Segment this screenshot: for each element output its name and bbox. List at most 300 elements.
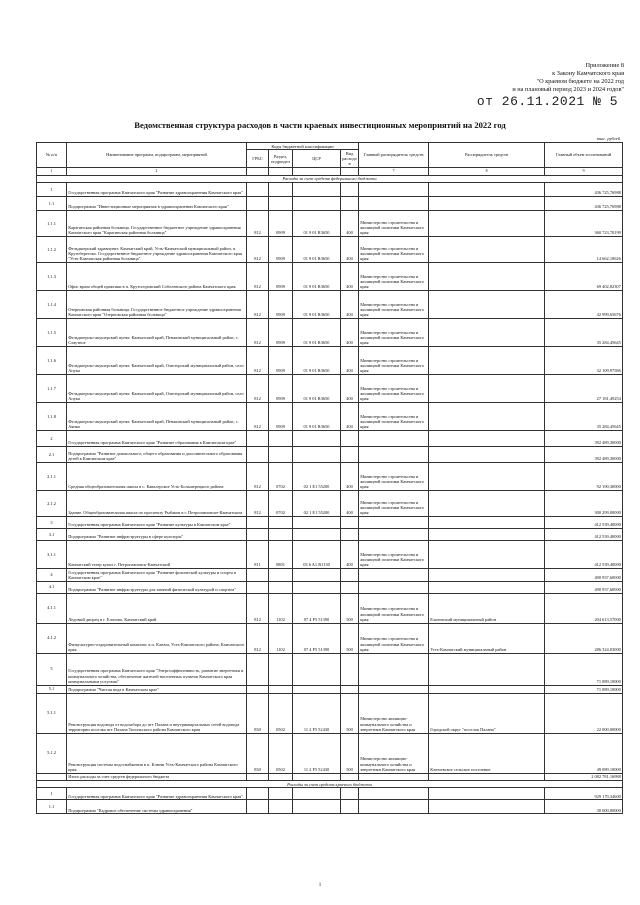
row-csr — [293, 568, 341, 581]
table-row — [37, 540, 623, 568]
table-row — [37, 236, 623, 262]
row-num: 1 — [37, 182, 67, 196]
row-name: Средняя общеобразовательная школа в с. Кавалерское Усть-Большерецкого района — [67, 462, 247, 490]
row-vr — [341, 568, 359, 581]
row-total: 71 089,10000 — [545, 653, 623, 685]
row-vr — [341, 773, 359, 780]
row-admin: Министерство строительства и жилищной политики Камчатского края — [359, 346, 429, 374]
row-csr: 02 1 E1 55200 — [293, 490, 341, 516]
table-row — [37, 623, 623, 653]
table-row — [37, 593, 623, 623]
row-admin — [359, 800, 429, 814]
row-total: 69 402,82307 — [545, 262, 623, 290]
row-admin — [359, 773, 429, 780]
row-grbs: 830 — [247, 693, 269, 733]
row-admin — [359, 196, 429, 210]
table-row — [37, 773, 623, 780]
row-vr: 400 — [341, 236, 359, 262]
row-num: 4 — [37, 568, 67, 581]
row-grbs — [247, 528, 269, 540]
header-grbs: ГРБС — [247, 150, 269, 168]
row-csr: 07 4 P5 51390 — [293, 623, 341, 653]
row-csr — [293, 773, 341, 780]
row-total: 35 284,45645 — [545, 402, 623, 430]
row-admin: Министерство жилищно-коммунального хозяйства и энергетики Камчатского края — [359, 733, 429, 773]
row-razdel: 0909 — [269, 236, 293, 262]
row-vr: 400 — [341, 210, 359, 236]
row-grbs: 812 — [247, 402, 269, 430]
row-vr — [341, 446, 359, 462]
row-num: 1.1 — [37, 196, 67, 210]
row-razdel — [269, 430, 293, 446]
row-num: 1.1.8 — [37, 402, 67, 430]
row-grbs — [247, 516, 269, 528]
row-razdel — [269, 788, 293, 800]
row-name: Фельдшерско-акушерский пункт. Камчатский край, Олюторский муниципальный район, село Апука — [67, 346, 247, 374]
index-cell: 7 — [359, 168, 429, 175]
row-num: 1.1.1 — [37, 210, 67, 236]
row-razdel — [269, 773, 293, 780]
header-razdel: Раздел, подраздел — [269, 150, 293, 168]
row-total: 436 725,76988 — [545, 196, 623, 210]
row-csr: 01 9 01 R3650 — [293, 262, 341, 290]
row-admin: Министерство жилищно-коммунального хозяйства и энергетики Камчатского края — [359, 693, 429, 733]
table-row — [37, 290, 623, 318]
section-row — [37, 175, 623, 182]
row-num: 3.1.1 — [37, 540, 67, 568]
row-admin — [359, 788, 429, 800]
row-name: Карагинская районная больница. Государственное бюджетное учреждение здравоохранения Камчатского края "Карагинская районная больница" — [67, 210, 247, 236]
row-total: 392 489,30000 — [545, 430, 623, 446]
row-admin: Министерство строительства и жилищной политики Камчатского края — [359, 593, 429, 623]
row-recipient: Городской округ "поселок Палана" — [429, 693, 545, 733]
table-row — [37, 800, 623, 814]
document-title: Ведомственная структура расходов в части краевых инвестиционных мероприятий на 2022 год — [134, 120, 506, 130]
row-grbs — [247, 446, 269, 462]
row-name: Офис врача общей практики в п. Крутогоровский Соболевского района Камчатского края — [67, 262, 247, 290]
row-razdel — [269, 446, 293, 462]
section-row — [37, 780, 623, 787]
row-name: Подпрограмма "Развитие инфраструктуры в сфере культуры" — [67, 528, 247, 540]
row-grbs: 812 — [247, 623, 269, 653]
header-name: Наименование программ, подпрограмм, мероприятий — [67, 143, 247, 168]
appendix-line: "О краевом бюджете на 2022 год — [536, 78, 624, 85]
row-recipient: Ключевское сельское поселение — [429, 733, 545, 773]
row-razdel: 0909 — [269, 262, 293, 290]
row-name: Реконструкция водовода от водозабора до пгт Палана и внутриквартальных сетей водовода территории поселка пгт Палана Тигильского района Камчатского края — [67, 693, 247, 733]
row-name: Камчатский театр кукол г. Петропавловск-Камчатский — [67, 540, 247, 568]
row-recipient: Усть-Камчатский муниципальный район — [429, 623, 545, 653]
row-grbs: 812 — [247, 210, 269, 236]
appendix-line: и на плановый период 2023 и 2024 годов" — [512, 86, 624, 93]
row-csr: 07 4 P5 51390 — [293, 593, 341, 623]
row-razdel: 0502 — [269, 733, 293, 773]
budget-table — [36, 142, 623, 814]
row-num: 5.1.2 — [37, 733, 67, 773]
row-recipient — [429, 402, 545, 430]
row-num: 1.1.3 — [37, 262, 67, 290]
row-admin: Министерство строительства и жилищной политики Камчатского края — [359, 236, 429, 262]
row-admin — [359, 516, 429, 528]
row-total: 929 179,34600 — [545, 788, 623, 800]
section-title: Расходы за счет средств краевого бюджета — [37, 780, 623, 787]
row-name: Государственная программа Камчатского края "Развитие физической культуры и спорта в Камчатском крае" — [67, 568, 247, 581]
row-admin: Министерство строительства и жилищной политики Камчатского края — [359, 262, 429, 290]
row-razdel: 0909 — [269, 318, 293, 346]
table-body — [37, 168, 623, 814]
index-cell — [269, 168, 293, 175]
row-name: Ледовый дворец в г. Елизово, Камчатский край — [67, 593, 247, 623]
row-num: 5.1 — [37, 685, 67, 693]
table-row — [37, 581, 623, 593]
table-row — [37, 196, 623, 210]
row-total: 412 539,40000 — [545, 540, 623, 568]
row-num: 1.1.4 — [37, 290, 67, 318]
row-vr — [341, 528, 359, 540]
row-grbs: 812 — [247, 490, 269, 516]
row-total: 412 539,40000 — [545, 528, 623, 540]
row-vr: 400 — [341, 540, 359, 568]
row-vr: 400 — [341, 490, 359, 516]
row-num: 1 — [37, 788, 67, 800]
appendix-header — [394, 62, 624, 94]
row-razdel: 1102 — [269, 623, 293, 653]
row-num: 4.1.2 — [37, 623, 67, 653]
row-recipient — [429, 788, 545, 800]
row-admin: Министерство строительства и жилищной политики Камчатского края — [359, 462, 429, 490]
row-grbs — [247, 430, 269, 446]
row-csr — [293, 182, 341, 196]
row-grbs: 812 — [247, 318, 269, 346]
row-num: 1.1.5 — [37, 318, 67, 346]
row-grbs — [247, 788, 269, 800]
row-recipient — [429, 236, 545, 262]
row-csr — [293, 528, 341, 540]
row-recipient — [429, 462, 545, 490]
row-vr: 400 — [341, 374, 359, 402]
row-vr — [341, 196, 359, 210]
row-vr: 500 — [341, 623, 359, 653]
table-row — [37, 685, 623, 693]
row-razdel — [269, 800, 293, 814]
row-total: 42 999,65676 — [545, 290, 623, 318]
row-total: 360 723,70199 — [545, 210, 623, 236]
row-razdel — [269, 182, 293, 196]
row-razdel — [269, 516, 293, 528]
row-num: 1.1 — [37, 800, 67, 814]
row-razdel: 0909 — [269, 374, 293, 402]
table-row — [37, 462, 623, 490]
index-cell: 9 — [545, 168, 623, 175]
row-name: Государственная программа Камчатского края "Развитие образования в Камчатском крае" — [67, 430, 247, 446]
row-csr — [293, 581, 341, 593]
row-recipient — [429, 374, 545, 402]
row-recipient — [429, 516, 545, 528]
table-row — [37, 693, 623, 733]
row-csr: 01 9 01 R3650 — [293, 290, 341, 318]
row-name: Фельдшерско-акушерский пункт. Камчатский край, Пенжинский муниципальный район, с. Слаутное — [67, 318, 247, 346]
row-num: 2.1.2 — [37, 490, 67, 516]
row-num: 1.1.7 — [37, 374, 67, 402]
row-name: Фельдшерско-акушерский пункт. Камчатский край, Олюторский муниципальный район, село Апука — [67, 374, 247, 402]
row-name: Государственная программа Камчатского края "Энергоэффективность, развитие энергетики и коммунального хозяйства, обеспечение жителей населенных пунктов Камчатского края коммунальными услугами" — [67, 653, 247, 685]
row-vr — [341, 182, 359, 196]
row-num: 5 — [37, 653, 67, 685]
row-grbs: 812 — [247, 290, 269, 318]
row-name: Государственная программа Камчатского края "Развитие здравоохранения Камчатского края" — [67, 788, 247, 800]
row-recipient — [429, 568, 545, 581]
row-grbs: 812 — [247, 374, 269, 402]
row-recipient — [429, 196, 545, 210]
row-total: 490 937,60000 — [545, 581, 623, 593]
row-total: 92 190,30000 — [545, 462, 623, 490]
index-cell: 8 — [429, 168, 545, 175]
row-recipient — [429, 528, 545, 540]
row-csr: 01 9 01 R3650 — [293, 318, 341, 346]
row-recipient — [429, 318, 545, 346]
row-csr — [293, 516, 341, 528]
row-num: 2.1.1 — [37, 462, 67, 490]
row-total: 71 089,10000 — [545, 685, 623, 693]
row-recipient — [429, 182, 545, 196]
header-total: Главный объем ассигнований — [545, 143, 623, 168]
row-grbs — [247, 685, 269, 693]
row-razdel: 0702 — [269, 490, 293, 516]
header-vr: Вид расходов — [342, 150, 357, 167]
row-num: 2 — [37, 430, 67, 446]
row-recipient — [429, 210, 545, 236]
row-num: 4.1 — [37, 581, 67, 593]
table-row — [37, 733, 623, 773]
row-admin: Министерство строительства и жилищной политики Камчатского края — [359, 290, 429, 318]
row-total: 490 937,60000 — [545, 568, 623, 581]
row-grbs: 812 — [247, 593, 269, 623]
row-vr: 500 — [341, 593, 359, 623]
unit-label: тыс. рублей — [596, 136, 620, 141]
row-vr: 400 — [341, 462, 359, 490]
row-name: Подпрограмма "Инвестиционные мероприятия в здравоохранении Камчатского края" — [67, 196, 247, 210]
row-vr — [341, 788, 359, 800]
row-total: 286 324,03000 — [545, 623, 623, 653]
row-recipient — [429, 346, 545, 374]
row-csr: 03 6 A1 R1130 — [293, 540, 341, 568]
row-vr: 500 — [341, 733, 359, 773]
row-total: 204 613,57000 — [545, 593, 623, 623]
row-admin — [359, 446, 429, 462]
row-admin: Министерство строительства и жилищной политики Камчатского края — [359, 490, 429, 516]
row-csr: 11 2 F5 52430 — [293, 733, 341, 773]
row-num: 2.1 — [37, 446, 67, 462]
row-csr — [293, 788, 341, 800]
row-total: 27 181,49254 — [545, 374, 623, 402]
table-row — [37, 568, 623, 581]
row-recipient — [429, 430, 545, 446]
row-csr: 01 9 01 R3650 — [293, 236, 341, 262]
row-recipient — [429, 685, 545, 693]
row-total: 49 089,10000 — [545, 733, 623, 773]
row-csr — [293, 685, 341, 693]
row-csr — [293, 800, 341, 814]
row-num — [37, 773, 67, 780]
row-admin: Министерство строительства и жилищной политики Камчатского края — [359, 210, 429, 236]
row-admin — [359, 685, 429, 693]
row-razdel — [269, 528, 293, 540]
row-name: Здание. Общеобразовательная школа по проспекту Рыбаков в г. Петропавловске-Камчатском — [67, 490, 247, 516]
row-razdel: 1102 — [269, 593, 293, 623]
header-num: № п/п — [37, 143, 67, 168]
row-vr: 500 — [341, 693, 359, 733]
row-razdel: 0909 — [269, 210, 293, 236]
row-recipient — [429, 290, 545, 318]
table-row — [37, 430, 623, 446]
row-razdel: 0909 — [269, 346, 293, 374]
row-admin: Министерство строительства и жилищной политики Камчатского края — [359, 374, 429, 402]
row-total: 2 082 781,16988 — [545, 773, 623, 780]
row-total: 30 000,00000 — [545, 800, 623, 814]
row-razdel: 0909 — [269, 290, 293, 318]
row-total: 22 000,00000 — [545, 693, 623, 733]
row-num: 3.1 — [37, 528, 67, 540]
row-recipient — [429, 490, 545, 516]
row-admin — [359, 528, 429, 540]
row-name: Подпрограмма "Развитие дошкольного, общего образования и дополнительного образования детей в Камчатском крае" — [67, 446, 247, 462]
row-grbs: 812 — [247, 346, 269, 374]
table-row — [37, 490, 623, 516]
row-total: 436 725,76988 — [545, 182, 623, 196]
header-recipient: Распорядитель средств — [429, 143, 545, 168]
index-cell — [341, 168, 359, 175]
row-admin: Министерство строительства и жилищной политики Камчатского края — [359, 540, 429, 568]
row-razdel — [269, 653, 293, 685]
row-razdel: 0801 — [269, 540, 293, 568]
appendix-line: к Закону Камчатского края — [552, 70, 624, 77]
row-num: 4.1.1 — [37, 593, 67, 623]
row-total: 300 299,00000 — [545, 490, 623, 516]
row-vr — [341, 516, 359, 528]
row-recipient: Елизовский муниципальный район — [429, 593, 545, 623]
row-vr — [341, 800, 359, 814]
row-grbs — [247, 182, 269, 196]
table-row — [37, 318, 623, 346]
row-recipient — [429, 262, 545, 290]
row-admin — [359, 430, 429, 446]
row-name: Подпрограмма "Развитие инфраструктуры для занятий физической культурой и спортом" — [67, 581, 247, 593]
row-razdel — [269, 685, 293, 693]
row-vr — [341, 581, 359, 593]
row-grbs — [247, 581, 269, 593]
row-name: Подпрограмма "Чистая вода в Камчатском крае" — [67, 685, 247, 693]
table-row — [37, 528, 623, 540]
row-vr: 400 — [341, 402, 359, 430]
row-total: 14 662,10626 — [545, 236, 623, 262]
row-grbs: 811 — [247, 540, 269, 568]
row-name: Физкультурно-оздоровительный комплекс в п. Ключи, Усть-Камчатского района, Камчатского края — [67, 623, 247, 653]
appendix-line: Приложение 8 — [585, 62, 624, 69]
row-grbs — [247, 773, 269, 780]
row-admin — [359, 581, 429, 593]
index-cell: 2 — [67, 168, 247, 175]
row-grbs — [247, 653, 269, 685]
row-name: Подпрограмма "Кадровое обеспечение системы здравоохранения" — [67, 800, 247, 814]
row-grbs: 812 — [247, 236, 269, 262]
row-csr: 02 1 E1 55200 — [293, 462, 341, 490]
row-admin: Министерство строительства и жилищной политики Камчатского края — [359, 623, 429, 653]
table-row — [37, 788, 623, 800]
row-razdel — [269, 568, 293, 581]
row-grbs — [247, 196, 269, 210]
row-admin — [359, 568, 429, 581]
row-admin: Министерство строительства и жилищной политики Камчатского края — [359, 402, 429, 430]
row-total: 32 109,97586 — [545, 346, 623, 374]
row-recipient — [429, 446, 545, 462]
row-csr: 01 9 01 R3650 — [293, 346, 341, 374]
index-row — [37, 168, 623, 175]
row-name: Государственная программа Камчатского края "Развитие здравоохранения Камчатского края" — [67, 182, 247, 196]
row-csr: 01 9 01 R3650 — [293, 402, 341, 430]
row-vr — [341, 685, 359, 693]
index-cell — [293, 168, 341, 175]
row-num: 3 — [37, 516, 67, 528]
section-title: Расходы за счет средств федерального бюджета — [37, 175, 623, 182]
row-grbs: 830 — [247, 733, 269, 773]
row-csr — [293, 653, 341, 685]
table-row — [37, 374, 623, 402]
row-csr — [293, 430, 341, 446]
row-razdel: 0909 — [269, 402, 293, 430]
row-vr: 400 — [341, 262, 359, 290]
row-recipient — [429, 800, 545, 814]
row-recipient — [429, 653, 545, 685]
row-grbs — [247, 800, 269, 814]
row-total: 35 284,45645 — [545, 318, 623, 346]
table-row — [37, 210, 623, 236]
row-csr: 01 9 01 R3650 — [293, 210, 341, 236]
table-row — [37, 653, 623, 685]
row-name: Озерновская районная больница. Государственное бюджетное учреждение здравоохранения Камчатского края "Озерновская районная больница" — [67, 290, 247, 318]
header-csr: ЦСР — [293, 150, 341, 168]
row-name: Реконструкция системы водоснабжения в п. Ключи Усть-Камчатского района Камчатского края — [67, 733, 247, 773]
header-row — [37, 143, 623, 150]
header-admin: Главный распорядитель средств — [359, 143, 429, 168]
row-vr: 400 — [341, 346, 359, 374]
row-vr — [341, 430, 359, 446]
row-razdel: 0702 — [269, 462, 293, 490]
page-number: 1 — [318, 883, 322, 888]
row-vr — [341, 653, 359, 685]
row-num: 5.1.1 — [37, 693, 67, 733]
header-codes: Коды бюджетной классификации — [247, 143, 359, 150]
table-row — [37, 402, 623, 430]
row-num: 1.1.6 — [37, 346, 67, 374]
row-vr: 400 — [341, 318, 359, 346]
row-razdel: 0502 — [269, 693, 293, 733]
row-name: Фельдшерско-акушерский пункт. Камчатский край, Пенжинский муниципальный район, с. Аянка — [67, 402, 247, 430]
row-admin — [359, 653, 429, 685]
row-vr: 400 — [341, 290, 359, 318]
row-razdel — [269, 581, 293, 593]
row-grbs: 812 — [247, 462, 269, 490]
row-csr — [293, 446, 341, 462]
row-name: Фельдшерский здравпункт. Камчатский край, Усть-Камчатский муниципальный район, п. Крутобереговo. Государственное бюджетное учреждение здравоохранения Камчатского края "Усть-Камчатская районная больница" — [67, 236, 247, 262]
row-num: 1.1.2 — [37, 236, 67, 262]
row-csr — [293, 196, 341, 210]
row-csr: 01 9 01 R3650 — [293, 374, 341, 402]
row-recipient — [429, 581, 545, 593]
row-razdel — [269, 196, 293, 210]
row-grbs: 812 — [247, 262, 269, 290]
table-row — [37, 182, 623, 196]
table-row — [37, 446, 623, 462]
